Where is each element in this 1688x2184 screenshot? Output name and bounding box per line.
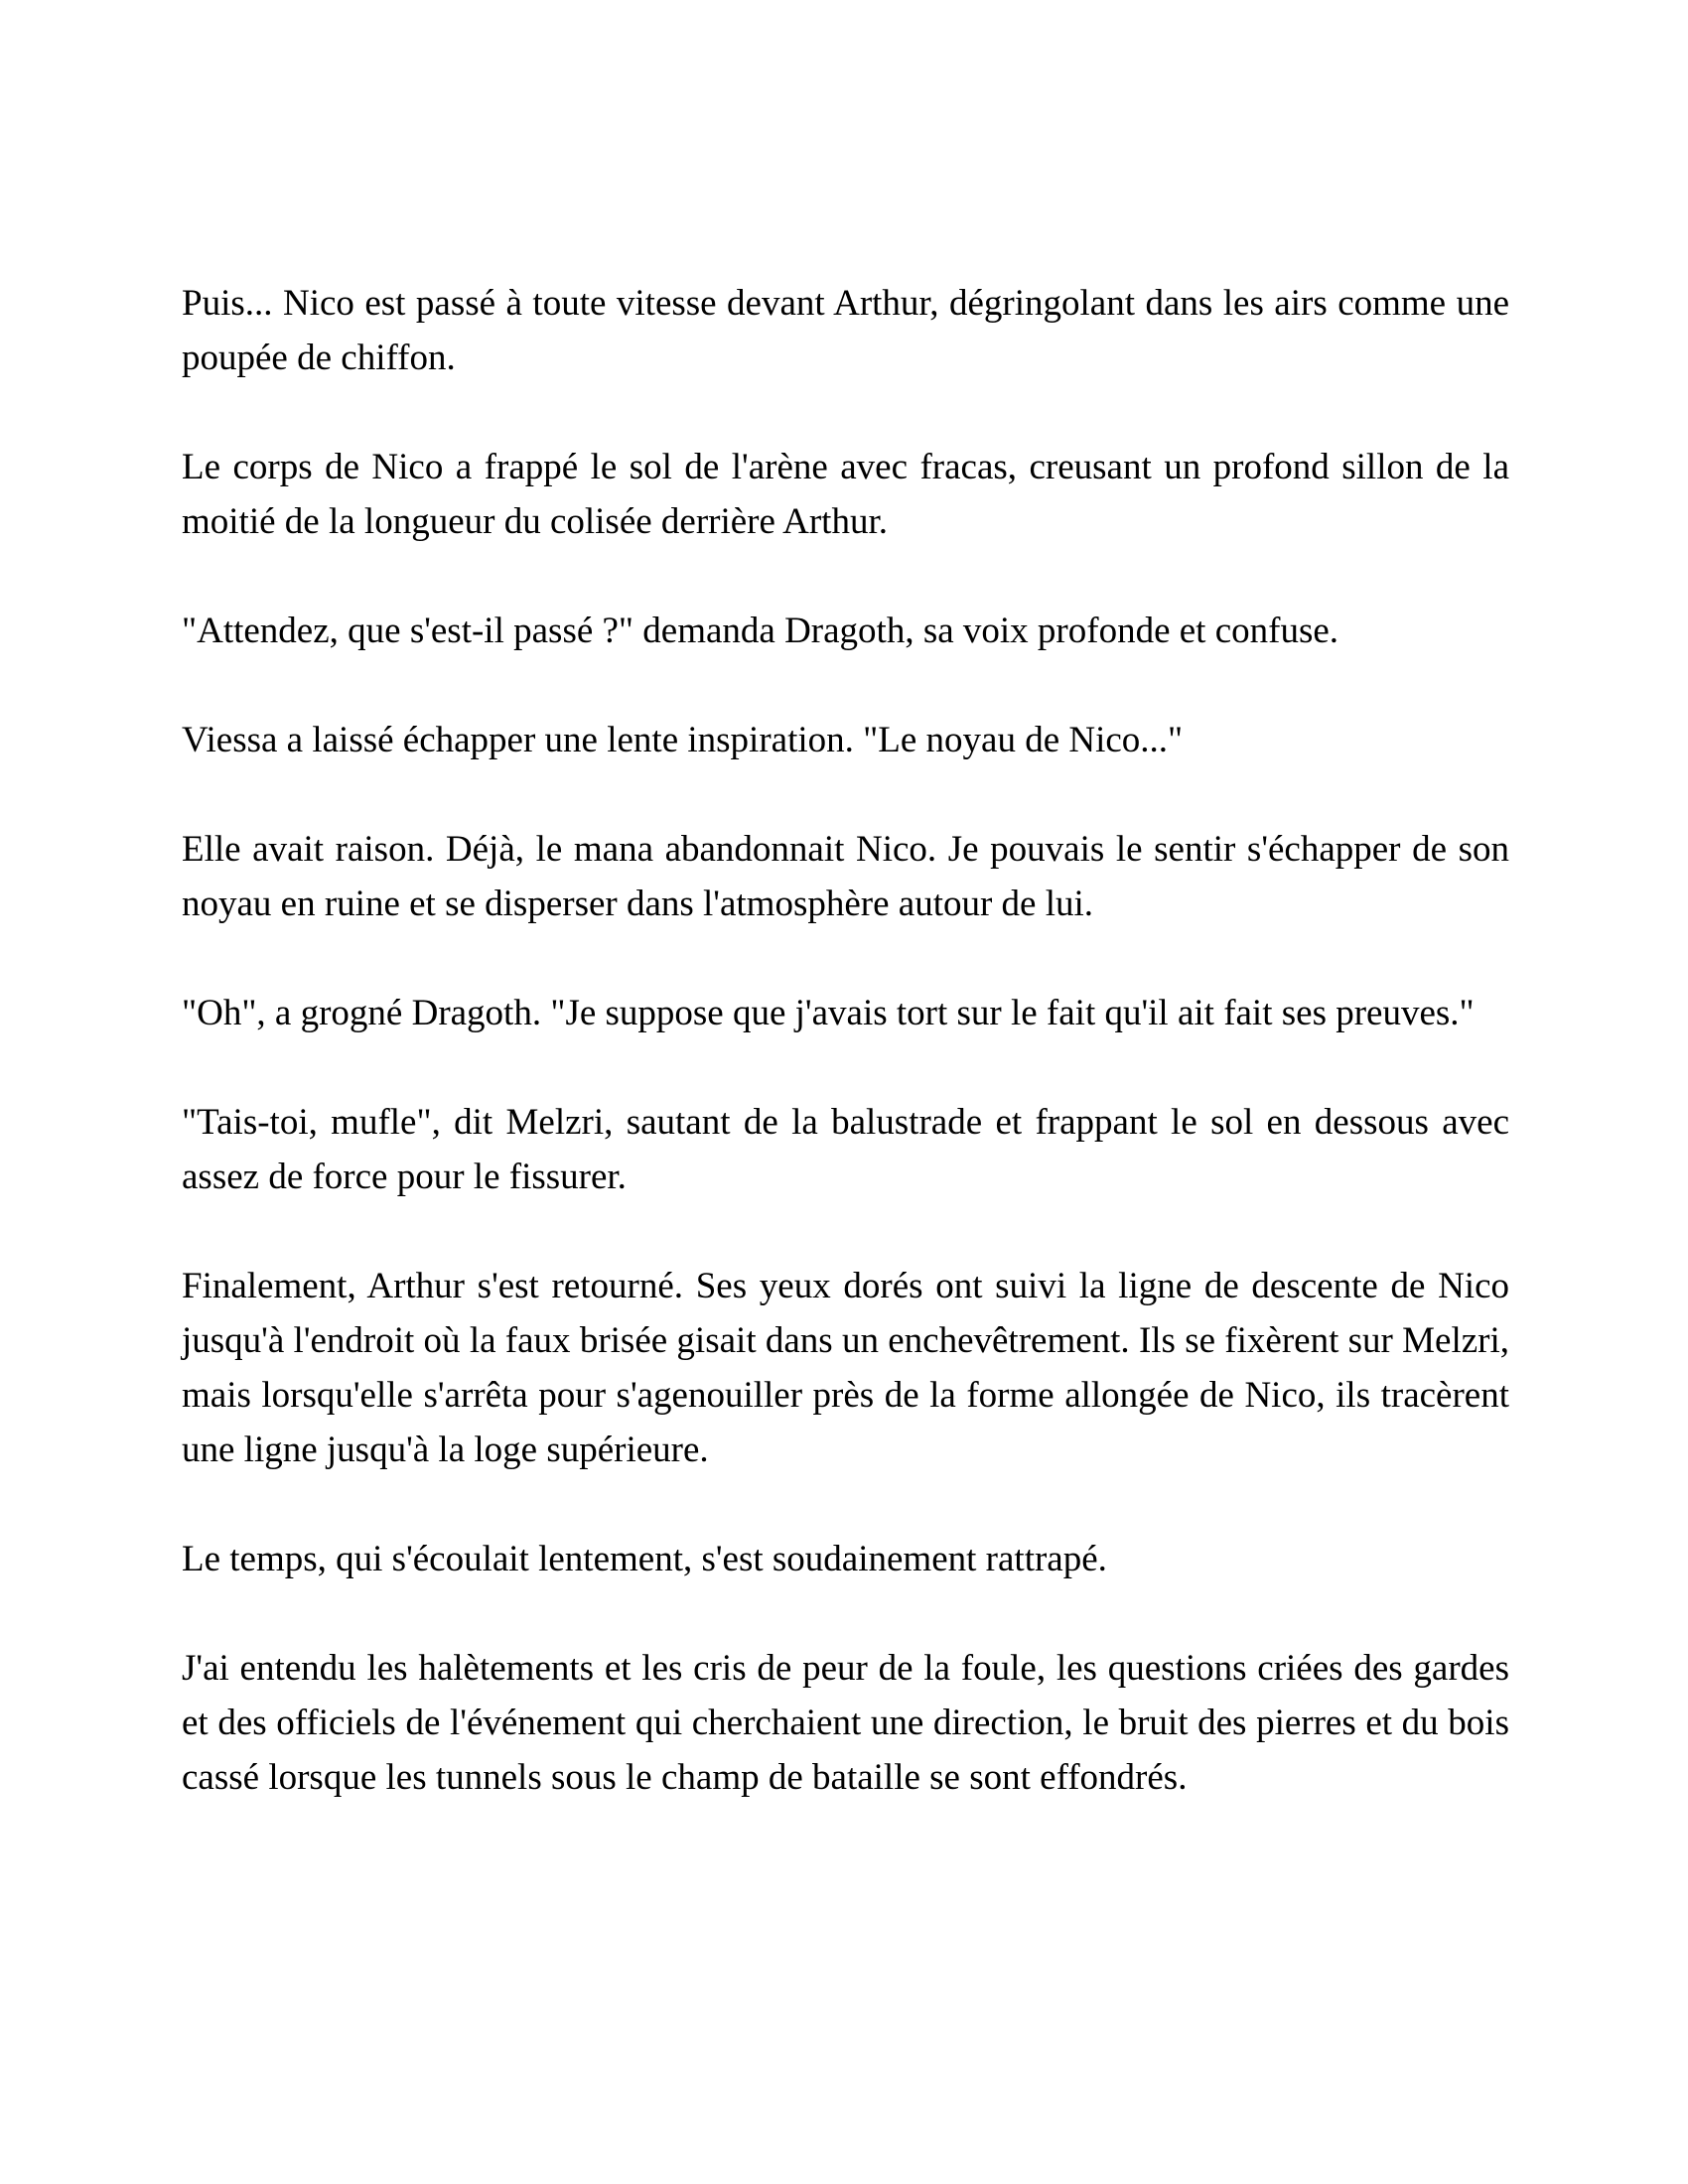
document-page (182, 276, 1509, 1859)
paragraph: "Attendez, que s'est-il passé ?" demanda Dragoth, sa voix profonde et confuse. (182, 611, 1339, 651)
paragraph: "Oh", a grogné Dragoth. "Je suppose que j'avais tort sur le fait qu'il ait fait ses preuves." (182, 993, 1475, 1033)
paragraph: Elle avait raison. Déjà, le mana abandonnait Nico. Je pouvais le sentir s'échapper de son noyau en ruine et se disperser dans l'atmosphère autour de lui. (182, 829, 1509, 924)
paragraph: Viessa a laissé échapper une lente inspiration. "Le noyau de Nico..." (182, 720, 1184, 760)
paragraph: J'ai entendu les halètements et les cris de peur de la foule, les questions criées des gardes et des officiels de l'événement qui cherchaient une direction, le bruit des pierres et du bois cassé lorsque les tunnels sous le champ de bataille se sont effondrés. (182, 1648, 1509, 1798)
paragraph: Le corps de Nico a frappé le sol de l'arène avec fracas, creusant un profond sillon de la moitié de la longueur du colisée derrière Arthur. (182, 447, 1509, 542)
paragraph: Puis... Nico est passé à toute vitesse devant Arthur, dégringolant dans les airs comme une poupée de chiffon. (182, 283, 1509, 378)
paragraph: Le temps, qui s'écoulait lentement, s'est soudainement rattrapé. (182, 1539, 1107, 1579)
paragraph: "Tais-toi, mufle", dit Melzri, sautant de la balustrade et frappant le sol en dessous avec assez de force pour le fissurer. (182, 1102, 1509, 1197)
paragraph: Finalement, Arthur s'est retourné. Ses yeux dorés ont suivi la ligne de descente de Nico jusqu'à l'endroit où la faux brisée gisait dans un enchevêtrement. Ils se fixèrent sur Melzri, mais lorsqu'elle s'arrêta pour s'agenouiller près de la forme allongée de Nico, ils tracèrent une ligne jusqu'à la loge supérieure. (182, 1266, 1509, 1470)
